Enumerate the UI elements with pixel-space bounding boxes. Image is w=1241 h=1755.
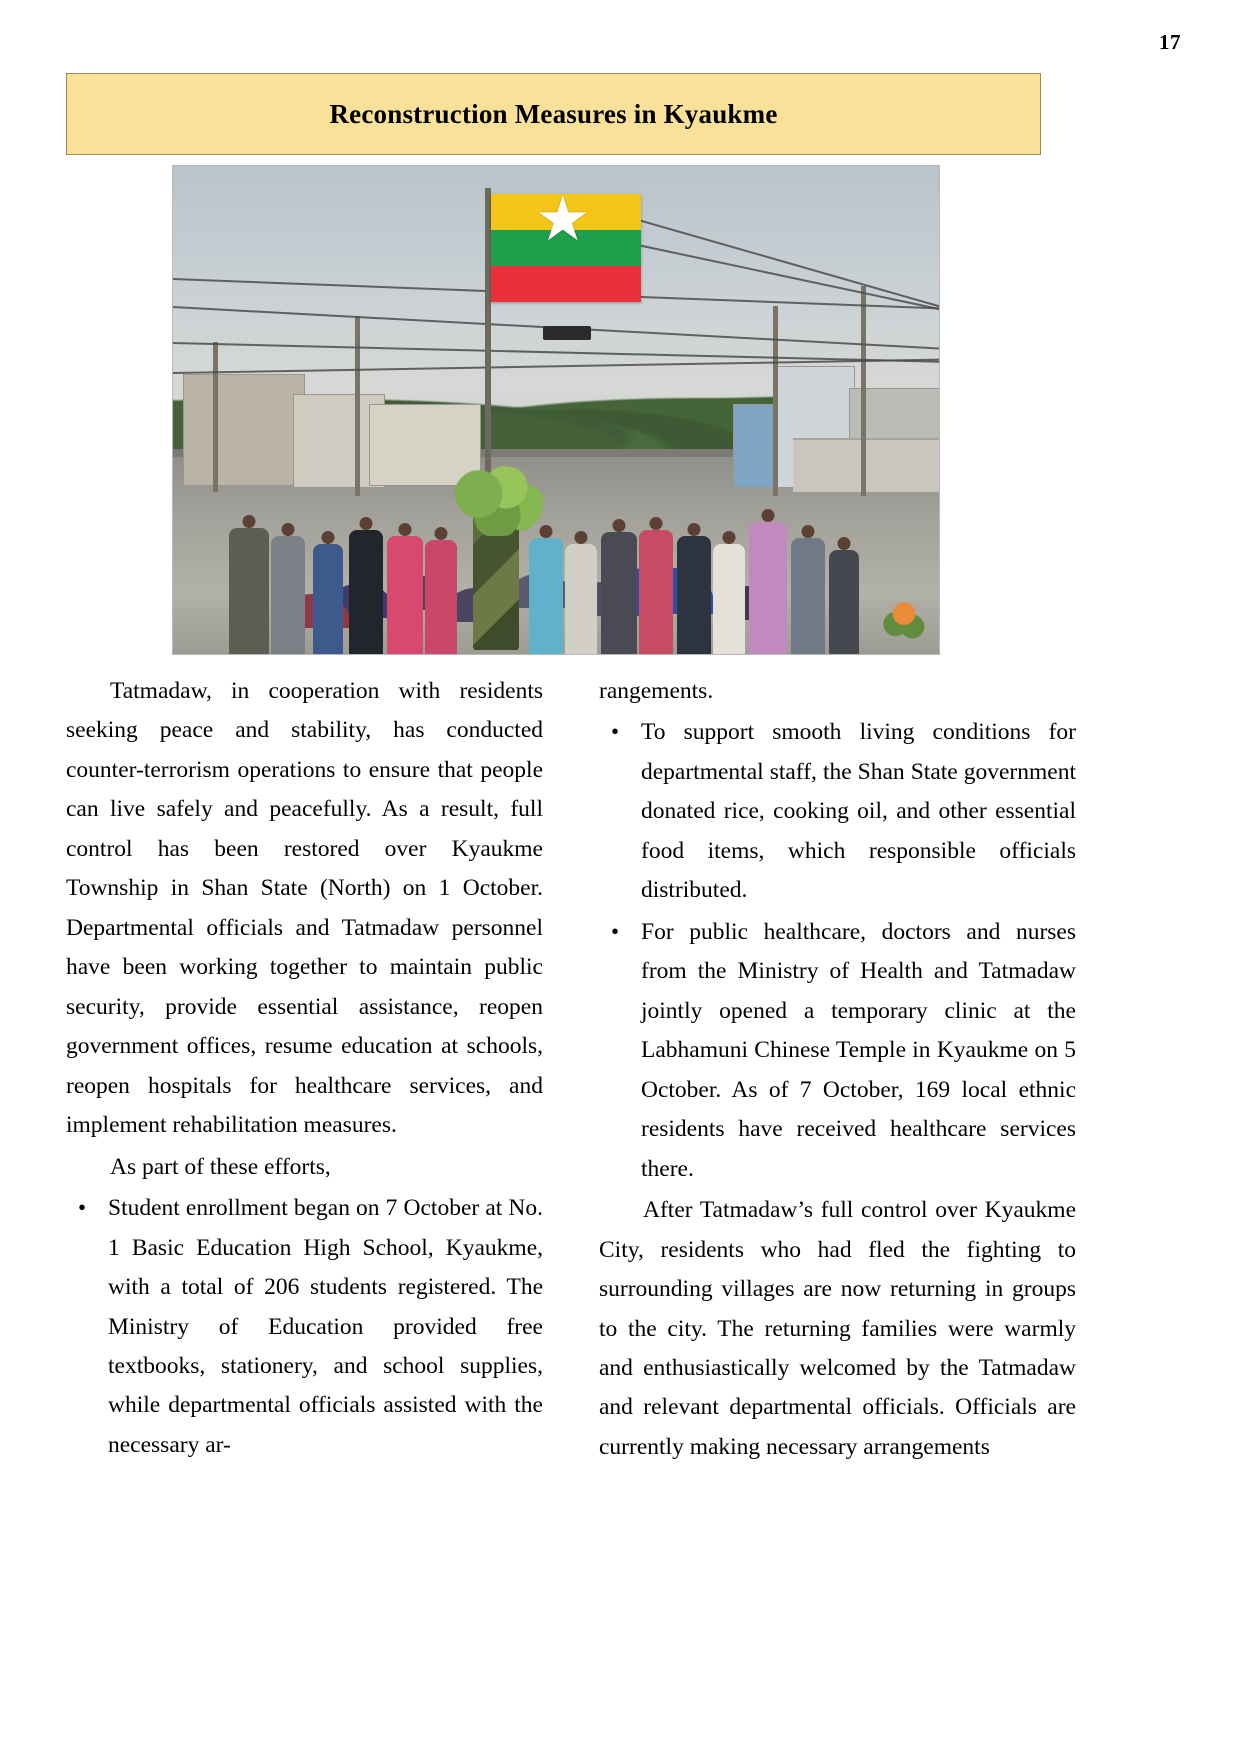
page-number: 17 [1159,30,1181,54]
right-column [599,672,1076,1469]
paragraph: After Tatmadaw’s full control over Kyaukme City, residents who had fled the fighting to surrounding villages are now returning in groups to the city. The returning families were warmly and enthusiastically welcomed by the Tatmadaw and relevant departmental officials. Officials are currently making necessary arrangements [599,1197,1076,1460]
bouquet-icon [451,466,543,536]
list-item-text: To support smooth living conditions for departmental staff, the Shan State government donated rice, cooking oil, and other essential food items, which responsible officials distributed. [641,719,1076,904]
crowd-person [425,540,457,655]
list-item [66,1189,543,1465]
crowd-person [565,544,597,655]
article-body [66,672,1076,1469]
list-item-text: Student enrollment began on 7 October at No. 1 Basic Education High School, Kyaukme, with a total of 206 students registered. The Ministry of Education provided free textbooks, stationery, and school supplies, while departmental officials assisted with the necessary ar- [108,1195,543,1458]
bullet-marker: • [611,719,620,745]
flower-decoration [883,598,925,650]
soldier-with-flowers [473,494,519,650]
crowd-person [529,538,563,655]
bullet-list [599,713,1076,1189]
article-title-banner [66,73,1041,155]
bullet-list [66,1189,543,1465]
crowd-person [791,538,825,655]
crowd-person [677,536,711,655]
crowd-person [601,532,637,655]
list-item [599,713,1076,910]
list-item-text: For public healthcare, doctors and nurses from the Ministry of Health and Tatmadaw jointly opened a temporary clinic at the Labhamuni Chinese Temple in Kyaukme on 5 October. As of 7 October, 169 local ethnic residents have received healthcare services there. [641,918,1076,1182]
crowd-person [749,522,787,655]
crowd-person [387,536,423,655]
crowd-person [229,528,269,655]
crowd-person [313,544,343,655]
photo-crowd [173,416,939,655]
crowd-person [639,530,673,655]
article-photo [172,165,940,655]
myanmar-flag [491,194,641,302]
paragraph-continuation: rangements. [599,678,714,704]
crowd-person [829,550,859,655]
crowd-person [713,544,745,655]
crowd-person [271,536,305,655]
page-title: Reconstruction Measures in Kyaukme [329,98,778,129]
crowd-person [349,530,383,655]
paragraph: Tatmadaw, in cooperation with residents seeking peace and stability, has conducted counter-terrorism operations to ensure that people can live safely and peacefully. As a result, full control has been restored over Kyaukme Township in Shan State (North) on 1 October. Departmental officials and Tatmadaw personnel have been working together to maintain public security, provide essential assistance, reopen government offices, resume education at schools, reopen hospitals for healthcare services, and implement rehabilitation measures. [66,678,543,1139]
list-item [599,913,1076,1189]
bullet-marker: • [78,1195,87,1221]
paragraph: As part of these efforts, [110,1153,331,1180]
left-column [66,672,543,1469]
bullet-marker: • [611,918,620,944]
photo-traffic-signal [543,326,591,340]
